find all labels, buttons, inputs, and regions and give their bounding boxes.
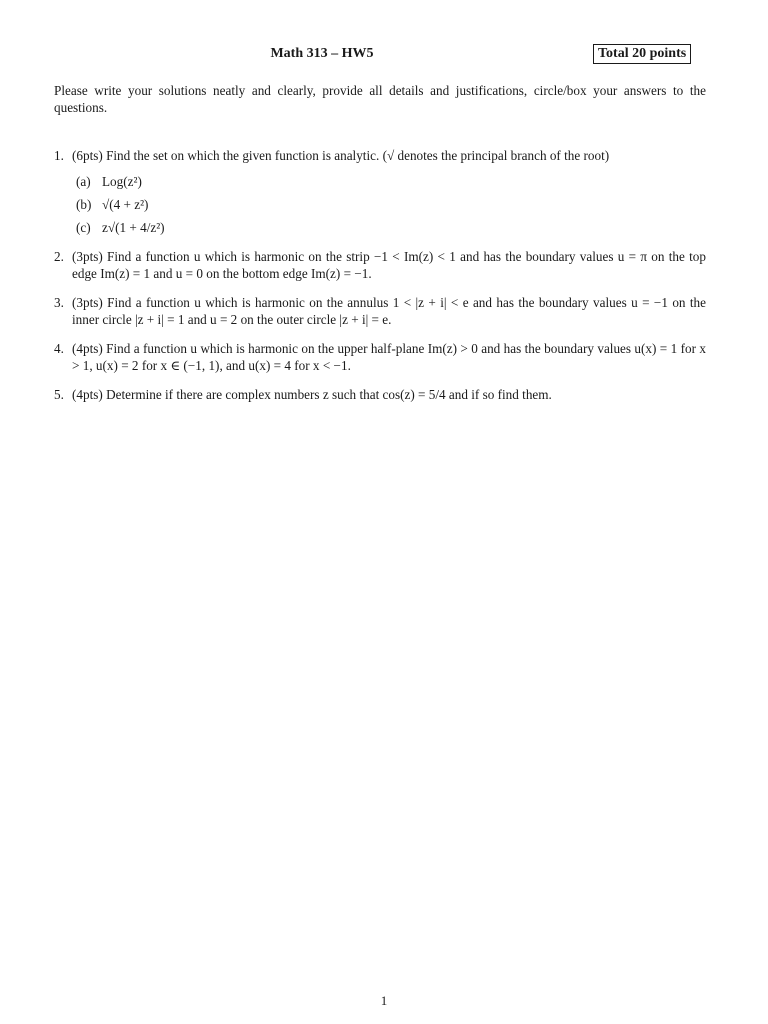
- problem-number: 4.: [54, 341, 64, 356]
- problem-text: (6pts) Find the set on which the given function is analytic. (√ denotes the principal branch of the root): [72, 148, 610, 163]
- subpart-label: (a): [76, 174, 91, 189]
- problem-3: [54, 294, 706, 328]
- problem-number: 3.: [54, 295, 64, 310]
- subpart-b: [76, 196, 706, 213]
- problem-text: (3pts) Find a function u which is harmonic on the strip −1 < Im(z) < 1 and has the boundary values u = π on the top edge Im(z) = 1 and u = 0 on the bottom edge Im(z) = −1.: [72, 249, 706, 281]
- problem-text: (4pts) Find a function u which is harmonic on the upper half-plane Im(z) > 0 and has the boundary values u(x) = 1 for x > 1, u(x) = 2 for x ∈ (−1, 1), and u(x) = 4 for x < −1.: [72, 341, 706, 373]
- subpart-expression: √(4 + z²): [102, 197, 149, 212]
- subpart-a: [76, 173, 706, 190]
- problem-1: [54, 147, 706, 236]
- problem-number: 5.: [54, 387, 64, 402]
- problem-2: [54, 248, 706, 282]
- problem-text: (4pts) Determine if there are complex numbers z such that cos(z) = 5/4 and if so find them.: [72, 387, 552, 402]
- problem-number: 2.: [54, 249, 64, 264]
- problem-4: [54, 340, 706, 374]
- page-number: 1: [380, 993, 388, 1008]
- problem-5: [54, 386, 706, 403]
- subpart-label: (b): [76, 197, 92, 212]
- problem-text: (3pts) Find a function u which is harmonic on the annulus 1 < |z + i| < e and has the boundary values u = −1 on the inner circle |z + i| = 1 and u = 2 on the outer circle |z + i| = e.: [72, 295, 706, 327]
- total-points-box: Total 20 points: [593, 44, 691, 64]
- instructions: Please write your solutions neatly and clearly, provide all details and justifications, circle/box your answers to the questions.: [54, 83, 706, 115]
- problem-list: [54, 147, 706, 415]
- subpart-expression: Log(z²): [102, 174, 142, 189]
- problem-number: 1.: [54, 148, 64, 163]
- subpart-c: [76, 219, 706, 236]
- page-title: Math 313 – HW5: [270, 46, 374, 61]
- subpart-label: (c): [76, 220, 91, 235]
- subpart-expression: z√(1 + 4/z²): [102, 220, 165, 235]
- subpart-list: [72, 173, 706, 236]
